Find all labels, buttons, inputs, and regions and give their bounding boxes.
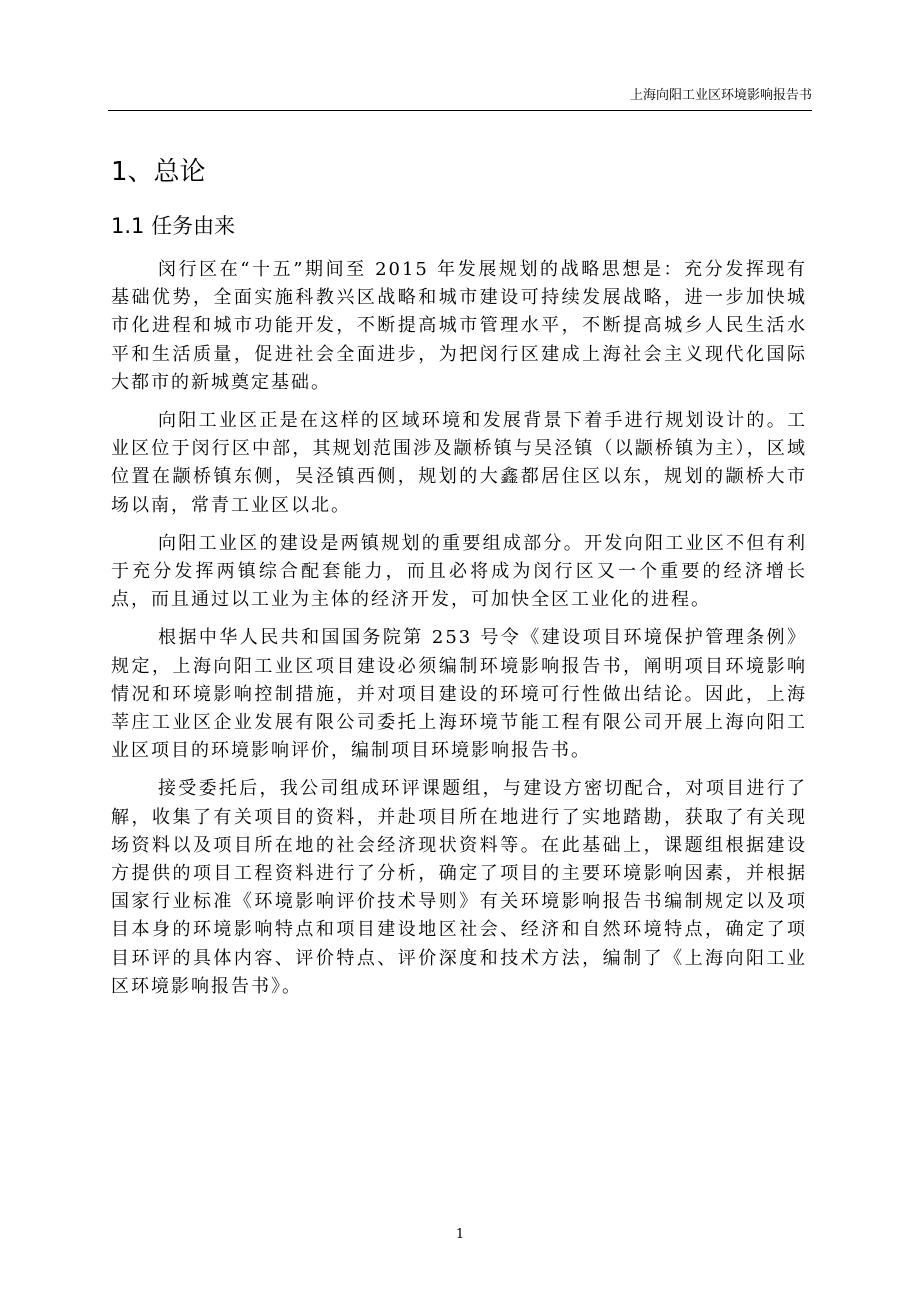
running-header [108, 84, 812, 111]
paragraph-legal-basis: 根据中华人民共和国国务院第 253 号令《建设项目环境保护管理条例》规定，上海向阳工业区项目建设必须编制环境影响报告书，阐明项目环境影响情况和环境影响控制措施，并对项目建设的环境可行性做出结论。因此，上海莘庄工业区企业发展有限公司委托上海环境节能工程有限公司开展上海向阳工业区项目的环境影响评价，编制项目环境影响报告书。 [111, 627, 807, 762]
section-title: 1.1 任务由来 [111, 214, 236, 238]
body-text [111, 256, 807, 1011]
page-number: 1 [455, 1227, 465, 1242]
paragraph-construction-significance: 向阳工业区的建设是两镇规划的重要组成部分。开发向阳工业区不但有利于充分发挥两镇综合配套能力，而且必将成为闵行区又一个重要的经济增长点，而且通过以工业为主体的经济开发，可加快全区工业化的进程。 [111, 532, 807, 611]
paragraph-planning-strategy: 闵行区在“十五”期间至 2015 年发展规划的战略思想是：充分发挥现有基础优势，全面实施科教兴区战略和城市建设可持续发展战略，进一步加快城市化进程和城市功能开发，不断提高城市管理水平，不断提高城乡人民生活水平和生活质量，促进社会全面进步，为把闵行区建成上海社会主义现代化国际大都市的新城奠定基础。 [111, 259, 807, 393]
running-header-title: 上海向阳工业区环境影响报告书 [629, 88, 812, 103]
paragraph-work-process: 接受委托后，我公司组成环评课题组，与建设方密切配合，对项目进行了解，收集了有关项目的资料，并赴项目所在地进行了实地踏勘，获取了有关现场资料以及项目所在地的社会经济现状资料等。在此基础上，课题组根据建设方提供的项目工程资料进行了分析，确定了项目的主要环境影响因素，并根据国家行业标准《环境影响评价技术导则》有关环境影响报告书编制规定以及项目本身的环境影响特点和项目建设地区社会、经济和自然环境特点，确定了项目环评的具体内容、评价特点、评价深度和技术方法，编制了《上海向阳工业区环境影响报告书》。 [111, 778, 807, 997]
chapter-title: 1、总论 [111, 157, 206, 187]
paragraph-industrial-zone-location: 向阳工业区正是在这样的区域环境和发展背景下着手进行规划设计的。工业区位于闵行区中部，其规划范围涉及颛桥镇与吴泾镇（以颛桥镇为主），区域位置在颛桥镇东侧，吴泾镇西侧，规划的大鑫都居住区以东，规划的颛桥大市场以南，常青工业区以北。 [111, 410, 807, 516]
